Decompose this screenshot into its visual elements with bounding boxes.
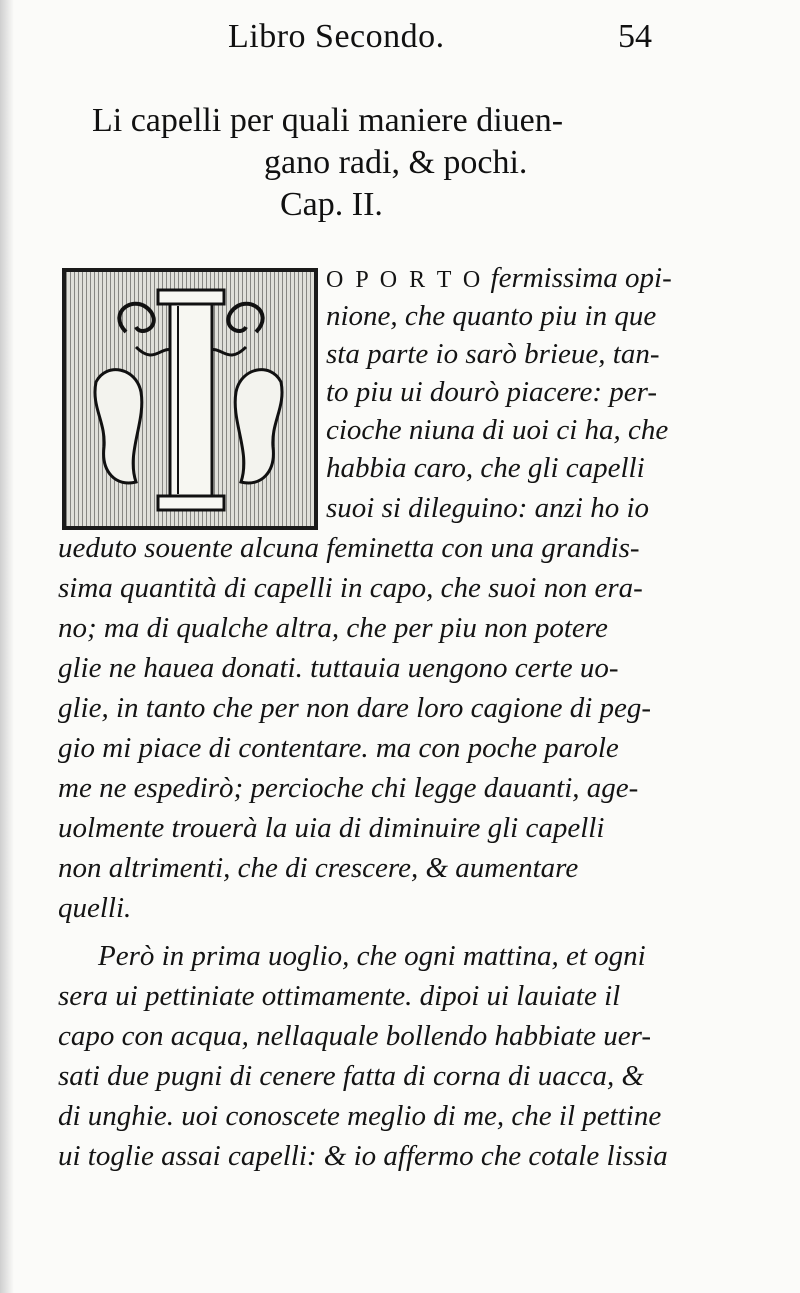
paragraph-1-line: glie, in tanto che per non dare loro cagione di peg- bbox=[58, 692, 652, 724]
paragraph-1-line: sima quantità di capelli in capo, che suoi non era- bbox=[58, 572, 643, 604]
chapter-title-line-1: Li capelli per quali maniere diuen- bbox=[92, 102, 564, 139]
paragraph-2-line: ui toglie assai capelli: & io affermo che cotale lissia bbox=[58, 1140, 668, 1172]
initial-artwork bbox=[66, 272, 314, 526]
page-number: 54 bbox=[618, 18, 652, 55]
paragraph-2-line: di unghie. uoi conoscete meglio di me, che il pettine bbox=[58, 1100, 662, 1132]
paragraph-1-line: quelli. bbox=[58, 892, 132, 924]
paragraph-1-line: non altrimenti, che di crescere, & aumentare bbox=[58, 852, 579, 884]
paragraph-1-line: cioche niuna di uoi ci ha, che bbox=[326, 414, 669, 446]
paragraph-1-line: to piu ui dourò piacere: per- bbox=[326, 376, 657, 408]
paragraph-2-line: sera ui pettiniate ottimamente. dipoi ui lauiate il bbox=[58, 980, 621, 1012]
opening-line-rest: fermissima opi- bbox=[483, 262, 672, 294]
chapter-title-line-2: gano radi, & pochi. bbox=[264, 144, 528, 181]
paragraph-1-line: uolmente trouerà la uia di diminuire gli capelli bbox=[58, 812, 605, 844]
paragraph-1-line: nione, che quanto piu in que bbox=[326, 300, 657, 332]
paragraph-1-line: habbia caro, che gli capelli bbox=[326, 452, 645, 484]
paragraph-1-line: sta parte io sarò brieue, tan- bbox=[326, 338, 660, 370]
paragraph-1-line: suoi si dileguino: anzi ho io bbox=[326, 492, 650, 524]
paragraph-1-line: ueduto souente alcuna feminetta con una grandis- bbox=[58, 532, 640, 564]
paragraph-2-line: sati due pugni di cenere fatta di corna di uacca, & bbox=[58, 1060, 645, 1092]
paragraph-1-line: no; ma di qualche altra, che per piu non potere bbox=[58, 612, 608, 644]
paragraph-1-line-1 bbox=[326, 262, 672, 295]
paragraph-1-line: me ne espedirò; percioche chi legge dauanti, age- bbox=[58, 772, 639, 804]
chapter-number: Cap. II. bbox=[280, 186, 383, 223]
page-gutter-shadow bbox=[0, 0, 14, 1293]
paragraph-1-line: gio mi piace di contentare. ma con poche parole bbox=[58, 732, 619, 764]
running-head: Libro Secondo. bbox=[228, 18, 445, 55]
decorated-initial-I-icon bbox=[62, 268, 318, 530]
paragraph-2-line: capo con acqua, nellaquale bollendo habbiate uer- bbox=[58, 1020, 651, 1052]
paragraph-2-line: Però in prima uoglio, che ogni mattina, et ogni bbox=[98, 940, 646, 972]
paragraph-1-line: glie ne hauea donati. tuttauia uengono certe uo- bbox=[58, 652, 619, 684]
opening-caps: O P O R T O bbox=[326, 267, 484, 293]
